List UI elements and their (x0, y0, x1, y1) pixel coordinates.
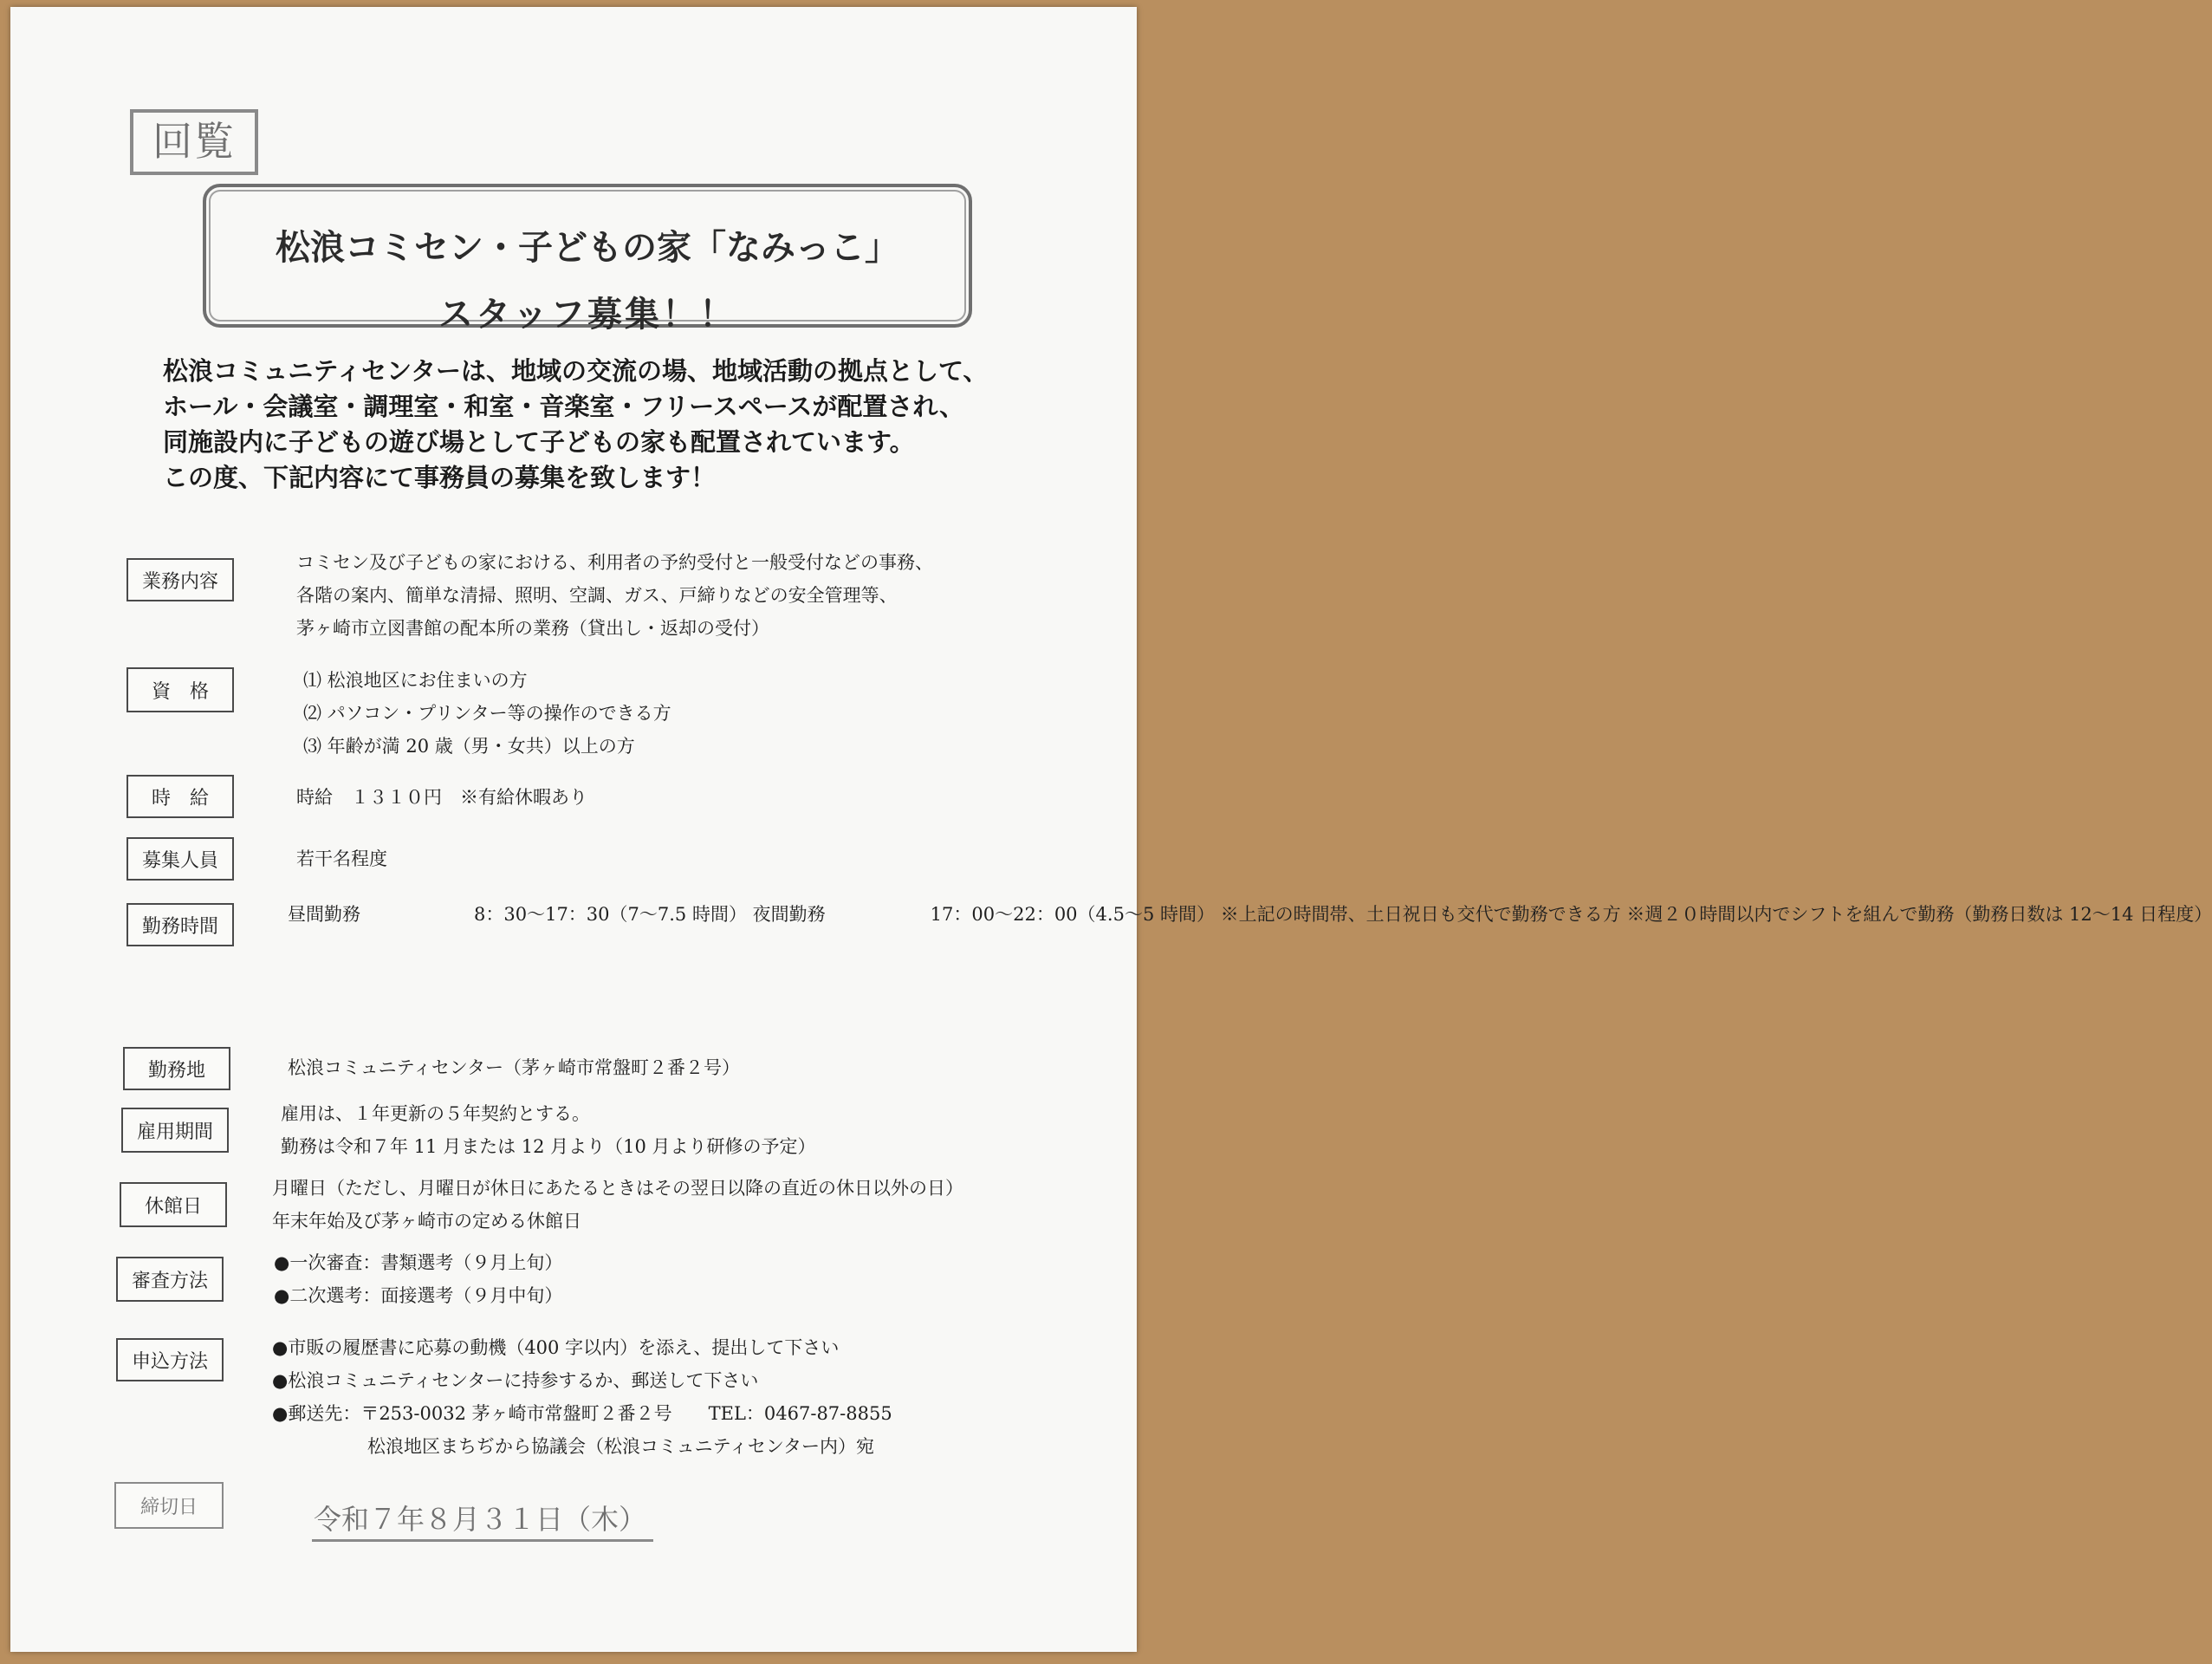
hours-note: ※上記の時間帯、土日祝日も交代で勤務できる方 (1220, 904, 1621, 925)
intro-line: この度、下記内容にて事務員の募集を致します！ (163, 463, 717, 492)
hours-note: ※週２０時間以内でシフトを組んで勤務（勤務日数は 12～14 日程度） (1626, 904, 2212, 925)
duties-label: 業務内容 (126, 558, 234, 601)
duties-line: 茅ヶ崎市立図書館の配本所の業務（貸出し・返却の受付） (296, 618, 769, 639)
notice-sheet (10, 7, 2212, 1652)
night-shift-time: 17：00～22：00（4.5～5 時間） (930, 904, 1215, 925)
employment-line: 雇用は、１年更新の５年契約とする。 (281, 1103, 590, 1124)
employment-text (281, 1097, 816, 1163)
intro-line: 松浪コミュニティセンターは、地域の交流の場、地域活動の拠点として、 (163, 356, 989, 386)
deadline-date: 令和７年８月３１日（木） (312, 1498, 653, 1542)
application-label: 申込方法 (116, 1338, 224, 1381)
qualification-line: ⑴ 松浪地区にお住まいの方 (303, 670, 528, 691)
application-line: ●市販の履歴書に応募の動機（400 字以内）を添え、提出して下さい (272, 1337, 840, 1358)
intro-line: ホール・会議室・調理室・和室・音楽室・フリースペースが配置され、 (163, 392, 965, 421)
circulation-stamp: 回覧 (130, 109, 258, 175)
screening-line: ●二次選考：面接選考（９月中旬） (274, 1285, 563, 1306)
title-line-1: 松浪コミセン・子どもの家「なみっこ」 (276, 227, 899, 268)
deadline-label: 締切日 (114, 1482, 224, 1529)
day-shift-name: 昼間勤務 (288, 904, 360, 925)
title-line-2: スタッフ募集！！ (438, 294, 736, 335)
screening-label: 審査方法 (116, 1257, 224, 1302)
qualification-line: ⑵ パソコン・プリンター等の操作のできる方 (303, 703, 671, 724)
application-line: ●郵送先：〒253-0032 茅ヶ崎市常盤町２番２号 TEL：0467-87-8855 (272, 1403, 892, 1424)
location-text: 松浪コミュニティセンター（茅ヶ崎市常盤町２番２号） (288, 1057, 741, 1078)
qualification-text (303, 664, 671, 763)
openings-label: 募集人員 (126, 837, 234, 881)
duties-line: コミセン及び子どもの家における、利用者の予約受付と一般受付などの事務、 (296, 552, 933, 573)
night-shift-row (753, 898, 1215, 931)
openings-text: 若干名程度 (296, 848, 387, 869)
duties-text (296, 546, 933, 645)
intro-line: 同施設内に子どもの遊び場として子どもの家も配置されています。 (163, 427, 915, 457)
wage-text: 時給 １３１０円 ※有給休暇あり (296, 787, 587, 808)
wage-label: 時 給 (126, 775, 234, 818)
hours-text (288, 898, 2212, 931)
qualification-label: 資 格 (126, 667, 234, 712)
closed-line: 月曜日（ただし、月曜日が休日にあたるときはその翌日以降の直近の休日以外の日） (272, 1178, 963, 1199)
title-box (203, 184, 972, 335)
screening-text (274, 1246, 562, 1312)
day-shift-time: 8：30～17：30（7～7.5 時間） (474, 904, 747, 925)
night-shift-name: 夜間勤務 (752, 904, 826, 925)
screening-line: ●一次審査：書類選考（９月上旬） (274, 1252, 563, 1273)
closed-line: 年末年始及び茅ヶ崎市の定める休館日 (272, 1211, 581, 1232)
intro-paragraph (163, 354, 1029, 496)
closed-text (272, 1172, 963, 1238)
employment-label: 雇用期間 (121, 1108, 229, 1153)
application-line: ●松浪コミュニティセンターに持参するか、郵送して下さい (272, 1370, 759, 1391)
employment-line: 勤務は令和７年 11 月または 12 月より（10 月より研修の予定） (281, 1136, 816, 1157)
location-label: 勤務地 (123, 1047, 230, 1090)
hours-label: 勤務時間 (126, 903, 234, 946)
qualification-line: ⑶ 年齢が満 20 歳（男・女共）以上の方 (303, 736, 635, 757)
application-text (272, 1331, 892, 1463)
duties-line: 各階の案内、簡単な清掃、照明、空調、ガス、戸締りなどの安全管理等、 (296, 585, 898, 606)
day-shift-row (288, 898, 747, 931)
application-recipient: 松浪地区まちぢから協議会（松浪コミュニティセンター内）宛 (367, 1436, 875, 1457)
closed-label: 休館日 (120, 1182, 227, 1227)
